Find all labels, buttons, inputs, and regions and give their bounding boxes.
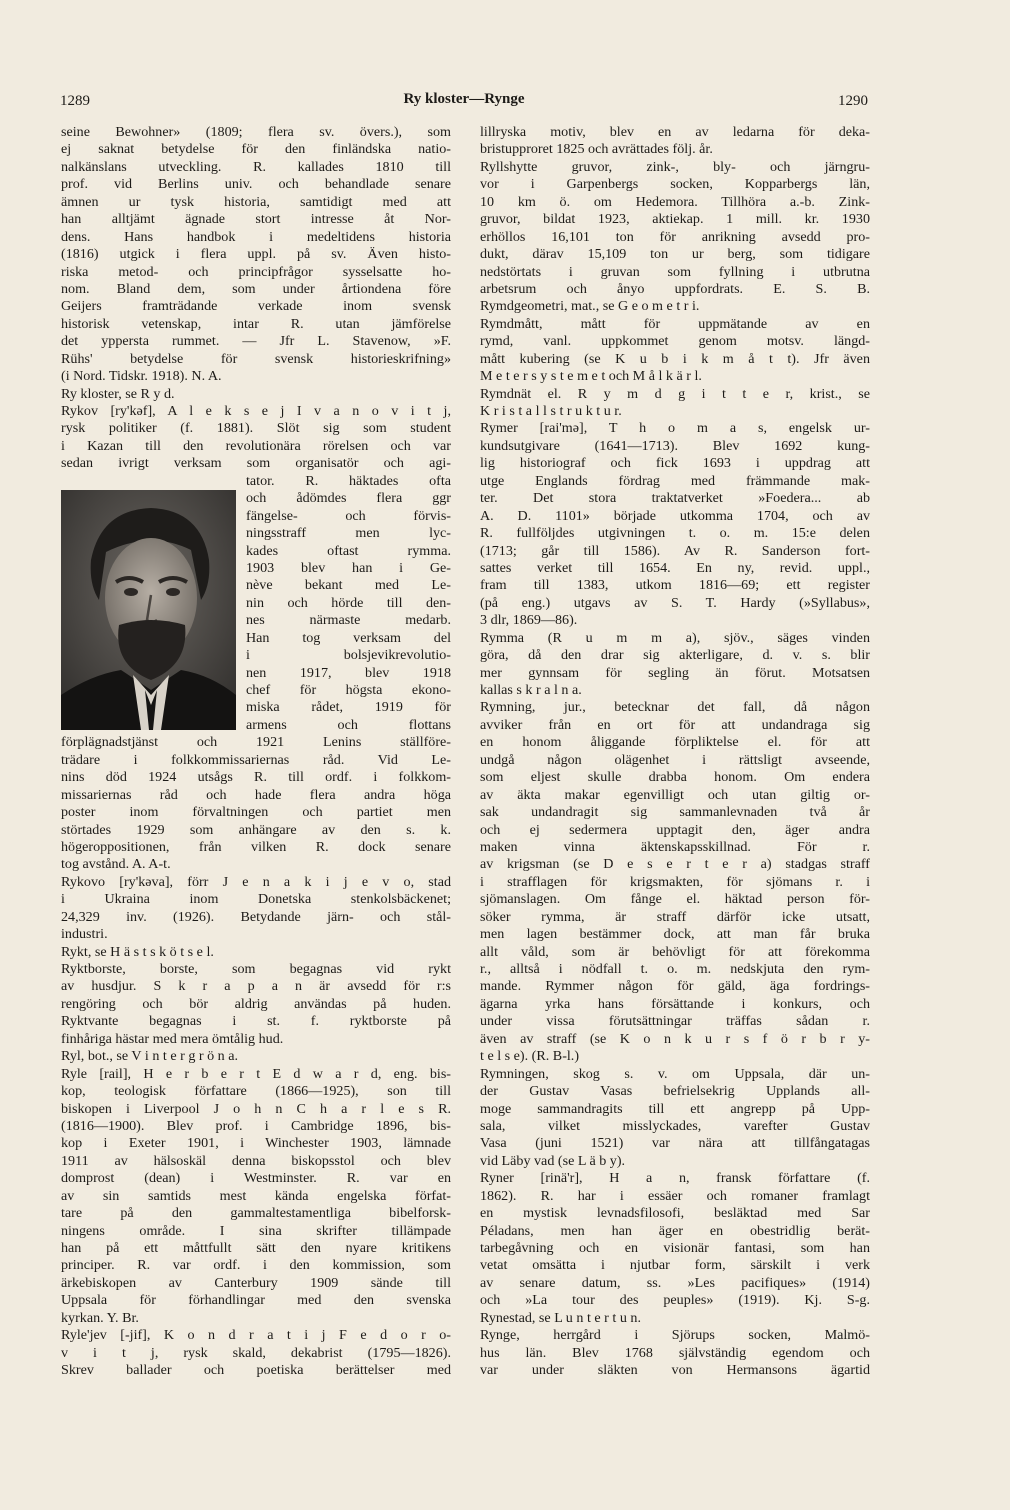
text-line: kallas s k r a l n a. [480, 682, 582, 698]
text-line: sak undandragit sig sammanlevnaden två år [480, 804, 870, 821]
text-line: nins död 1924 utsågs R. till ordf. i folkkom- [61, 769, 451, 786]
text-line: störtades 1929 som anhängare av den s. k. [61, 821, 451, 838]
text-line: ärkebiskopen av Canterbury 1909 sände till [61, 1274, 451, 1291]
text-line: mande. Rymmer någon för gäld, äga fordrings- [480, 978, 870, 995]
text-line: vor i Garpenbergs socken, Kopparbergs län, [480, 176, 870, 193]
text-line: chef för högsta ekono- [246, 682, 451, 698]
text-line: allt våld, som är behövligt för att förekomma [480, 943, 870, 960]
text-line: högeroppositionen, från vilken R. dock senare [61, 838, 451, 855]
text-line: der Gustav Vasas befrielsekrig Upplands all- [480, 1083, 870, 1100]
text-line: mer gynnsam för segling än förut. Motsatsen [480, 664, 870, 681]
text-line: 1903 blev han i Ge- [246, 559, 451, 576]
text-line: tator. R. häktades ofta [246, 472, 451, 489]
text-line: och ej sedermera upptagit den, äger andra [480, 821, 870, 838]
text-line: historisk vetenskap, intar R. utan jämförelse [61, 315, 451, 332]
text-line: nes närmaste medarb. [246, 612, 451, 629]
text-line: en mystisk levnadsfilosofi, besläktad med Sar [480, 1205, 870, 1222]
text-line: Geijers framträdande verkade inom svensk [61, 298, 451, 315]
text-line: Vasa (juni 1521) var nära att tillfångatagas [480, 1135, 870, 1152]
text-line: 1911 av hälsoskäl denna biskopsstol och blev [61, 1152, 451, 1169]
text-line: Skrev ballader och poetiska berättelser med [61, 1362, 451, 1379]
text-line: seine Bewohner» (1809; flera sv. övers.), som [61, 124, 451, 140]
text-line: Rynge, herrgård i Sjörups socken, Malmö- [480, 1327, 870, 1344]
text-line: vid Läby vad (se L ä b y). [480, 1152, 626, 1169]
text-line: dukt, därav 15,109 ton ur berg, som tidigare [480, 246, 870, 263]
text-line: arbetsrum och ånyo uppfordrats. E. S. B. [480, 280, 870, 297]
text-line: Ryle [rail], H e r b e r t E d w a r d, eng. bis- [61, 1065, 451, 1082]
text-line: industri. [61, 926, 108, 943]
text-line: fram till 1383, utkom 1816—69; ett register [480, 577, 870, 594]
text-line: förplägnadstjänst och 1921 Lenins ställföre- [61, 734, 451, 751]
text-line: Rymma (R u m m a), sjöv., säges vinden [480, 629, 870, 646]
text-line: armens och flottans [246, 716, 451, 733]
text-line: Rymdgeometri, mat., se G e o m e t r i. [480, 298, 700, 315]
text-line: (i Nord. Tidskr. 1918). N. A. [61, 368, 222, 385]
text-line: lig historiograf och fick 1693 i uppdrag att [480, 455, 870, 472]
text-line: poster inom förvaltningen och partiet men [61, 804, 451, 821]
text-line: 24,329 inv. (1926). Betydande järn- och stål- [61, 908, 451, 925]
text-line: sedan ivrigt verksam som organisatör och agi- [61, 455, 451, 472]
text-line: Rühs' betydelse för svensk historieskrifning» [61, 350, 451, 367]
text-line: nève bekant med Le- [246, 577, 451, 594]
text-line: Ryner [rinä'r], H a n, fransk författare (f. [480, 1170, 870, 1187]
text-line: gruvor, bildat 1923, aktiekap. 1 mill. kr. 1930 [480, 211, 870, 228]
text-line: han alltjämt ägnade stort intresse åt Nor- [61, 211, 451, 228]
text-line: ägarna yrka hans försättande i konkurs, och [480, 995, 870, 1012]
text-line: var under släkten von Hermansons ägartid [480, 1362, 870, 1379]
text-line: 10 km ö. om Hedemora. Tillhöra a.-b. Zink- [480, 193, 870, 210]
text-line: bristupproret 1825 och avrättades följ. år. [480, 141, 713, 158]
text-line: tarbegåvning och en visionär fantasi, som han [480, 1240, 870, 1256]
text-line: även av straff (se K o n k u r s f ö r b r y- [480, 1030, 870, 1047]
text-line: utge Englands fördrag med främmande mak- [480, 472, 870, 489]
left-column [61, 124, 451, 1380]
page-number-right: 1290 [838, 93, 868, 109]
text-line: tare på den gammaltestamentliga bibelforsk- [61, 1205, 451, 1222]
running-title: Ry kloster—Rynge [403, 91, 525, 107]
text-line: Ryktborste, borste, som begagnas vid rykt [61, 961, 451, 977]
text-line: A. D. 1101» började utkomma 1704, och av [480, 507, 870, 524]
text-line: som eljest skulle drabba honom. Om endera [480, 769, 870, 786]
text-line: kyrkan. Y. Br. [61, 1309, 139, 1326]
page-header [60, 93, 868, 115]
text-line: finhåriga hästar med mera ömtålig hud. [61, 1030, 284, 1047]
text-line: biskopen i Liverpool J o h n C h a r l e s R. [61, 1100, 451, 1117]
text-line: nin och hörde till den- [246, 594, 451, 611]
text-line: av sin samtids mest kända engelska förfat- [61, 1187, 451, 1204]
text-line: ningsstraff men lyc- [246, 525, 451, 542]
text-line: Ryle'jev [-jif], K o n d r a t i j F e d o r o- [61, 1327, 451, 1344]
text-line: 3 dlr, 1869—86). [480, 612, 578, 629]
text-line: miska rådet, 1919 för [246, 699, 451, 716]
text-line: en honom åliggande förpliktelse el. för att [480, 734, 870, 751]
text-line: i Ukraina inom Donetska stenkolsbäckenet; [61, 891, 451, 908]
text-line: principer. R. var ordf. i den kommission, som [61, 1257, 451, 1274]
text-line: han på ett måttfullt sätt den nyare kritikens [61, 1240, 451, 1256]
text-line: Rykov [ry'kəf], A l e k s e j I v a n o v i t j, [61, 403, 451, 419]
text-line: Ryktvante begagnas i st. f. ryktborste på [61, 1013, 451, 1030]
text-line: Ryl, bot., se V i n t e r g r ö n a. [61, 1048, 239, 1065]
text-line: tog avstånd. A. A-t. [61, 856, 171, 873]
text-line: v i t j, rysk skald, dekabrist (1795—1826). [61, 1344, 451, 1361]
text-line: Péladans, men han äger en obestridlig berät- [480, 1222, 870, 1239]
text-line: (1816) utgick i flera uppl. på sv. Även histo- [61, 246, 451, 263]
text-line: dens. Hans handbok i medeltidens historia [61, 228, 451, 245]
text-line: ter. Det stora traktatverket »Foedera... ab [480, 490, 870, 507]
text-line: men lagen bestämmer dock, att man får bruka [480, 926, 870, 943]
text-line: prof. vid Berlins univ. och behandlade senare [61, 176, 451, 193]
text-line: nom. Bland dem, som under årtiondena före [61, 280, 451, 297]
text-line: av husdjur. S k r a p a n är avsedd för r:s [61, 978, 451, 995]
text-line: Ry kloster, se R y d. [61, 385, 175, 402]
text-line: missariernas råd och hade flera andra höga [61, 786, 451, 803]
text-line: av krigsman (se D e s e r t e r a) stadgas straff [480, 856, 870, 873]
text-line: ej saknat betydelse för den finländska natio- [61, 141, 451, 158]
text-line: vetat omsätta i njutbar form, särskilt i verk [480, 1257, 870, 1274]
portrait-photo [61, 490, 236, 730]
text-line: och »La tour des peuples» (1919). Kj. S-g. [480, 1292, 870, 1309]
text-line: K r i s t a l l s t r u k t u r. [480, 403, 622, 419]
text-line: göra, då den drar sig akterligare, d. v. s. blir [480, 647, 870, 664]
text-line: t e l s e). (R. B-l.) [480, 1048, 580, 1065]
text-line: sattes verket till 1654. En ny, revid. uppl., [480, 559, 870, 576]
text-line: erhöllos 16,101 ton för anrikning avsedd pro- [480, 228, 870, 245]
text-line: lillryska motiv, blev en av ledarna för deka- [480, 124, 870, 140]
text-line: Rykovo [ry'kəva], förr J e n a k i j e v o, stad [61, 873, 451, 890]
text-line: kades oftast rymma. [246, 542, 451, 559]
text-line: M e t e r s y s t e m e t och M å l k ä r l. [480, 368, 702, 385]
text-line: nen 1917, blev 1918 [246, 664, 451, 681]
text-line: rymd, vanl. uppkommet genom motsv. längd- [480, 333, 870, 350]
text-line: riska metod- och principfrågor sysselsatte ho- [61, 263, 451, 280]
text-line: söker rymma, är straff därför icke utsatt, [480, 908, 870, 925]
text-line: under vissa förutsättningar träffas sådan r. [480, 1013, 870, 1030]
text-line: det yppersta rummet. — Jfr L. Stavenow, »F. [61, 333, 451, 350]
text-line: nalkänslans utveckling. R. kallades 1810 till [61, 158, 451, 175]
text-line: avviker från en ort för att undandraga sig [480, 716, 870, 733]
text-line: fängelse- och förvis- [246, 507, 451, 524]
text-line: i Kazan till den revolutionära rörelsen och var [61, 437, 451, 454]
text-line: Rymdnät el. R y m d g i t t e r, krist., se [480, 385, 870, 402]
text-line: Rymningen, skog s. v. om Uppsala, där un- [480, 1065, 870, 1082]
text-line: kundsutgivare (1641—1713). Blev 1692 kung- [480, 437, 870, 454]
text-line: Rymer [rai'mə], T h o m a s, engelsk ur- [480, 420, 870, 437]
text-line: 1862). R. har i essäer och romaner framlagt [480, 1187, 870, 1204]
text-line: (1816—1900). Blev prof. i Cambridge 1896, bis- [61, 1117, 451, 1134]
text-line: Rynestad, se L u n t e r t u n. [480, 1309, 641, 1326]
text-line: rysk politiker (f. 1881). Slöt sig som student [61, 420, 451, 437]
text-line: sala, vilket misslyckades, varefter Gustav [480, 1117, 870, 1134]
portrait-rykov [61, 490, 236, 730]
text-line: Han tog verksam del [246, 629, 451, 646]
text-line: kop i Exeter 1901, i Winchester 1903, lämnade [61, 1135, 451, 1152]
text-line: mått kubering (se K u b i k m å t t). Jfr även [480, 350, 870, 367]
text-line: och ådömdes flera ggr [246, 490, 451, 507]
text-line: ämnen ur tysk historia, samtidigt med att [61, 193, 451, 210]
text-line: Rymning, jur., betecknar det fall, då någon [480, 699, 870, 716]
text-line: trädare i folkkommissariernas råd. Vid Le- [61, 751, 451, 768]
text-line: rengöring och bör aldrig användas på huden. [61, 995, 451, 1012]
text-line: Uppsala för förhandlingar med den svenska [61, 1292, 451, 1309]
text-line: hus län. Blev 1768 självständig egendom och [480, 1344, 870, 1361]
text-line: Rymdmått, mått för uppmätande av en [480, 315, 870, 332]
text-line: (på eng.) utgavs av S. T. Hardy (»Syllabus», [480, 594, 870, 611]
text-line: sjömanslagen. Om fånge el. häktad person för- [480, 891, 870, 908]
text-line: i bolsjevikrevolutio- [246, 647, 451, 664]
text-line: nedstörtats i gruvan som fyllning i utbrutna [480, 263, 870, 280]
text-line: r., alltså i nödfall t. o. m. nedskjuta den rym- [480, 961, 870, 977]
text-line: ningens område. I sina skrifter tillämpade [61, 1222, 451, 1239]
text-line: av äkta makar egenvilligt och utan giltig or- [480, 786, 870, 803]
text-line: undgå någon olägenhet i rättsligt avseende, [480, 751, 870, 768]
text-line: (1713; går till 1586). Av R. Sanderson fort- [480, 542, 870, 559]
text-line: Rykt, se H ä s t s k ö t s e l. [61, 943, 214, 960]
text-line: moge sammandragits till ett angrepp på Upp- [480, 1100, 870, 1117]
right-column [480, 124, 870, 1380]
text-line: maken vinna äktenskapsskillnad. För r. [480, 838, 870, 855]
text-line: i strafflagen för krigsmakten, för sjömans r. i [480, 873, 870, 890]
text-line: domprost (dean) i Westminster. R. var en [61, 1170, 451, 1187]
page-number-left: 1289 [60, 93, 90, 109]
text-line: av senare datum, ss. »Les pacifiques» (1914) [480, 1274, 870, 1291]
text-line: Ryllshytte gruvor, zink-, bly- och järngru- [480, 158, 870, 175]
text-line: kop, teologisk författare (1866—1925), son till [61, 1083, 451, 1100]
text-line: R. fullföljdes utgivningen t. o. m. 15:e delen [480, 525, 870, 542]
